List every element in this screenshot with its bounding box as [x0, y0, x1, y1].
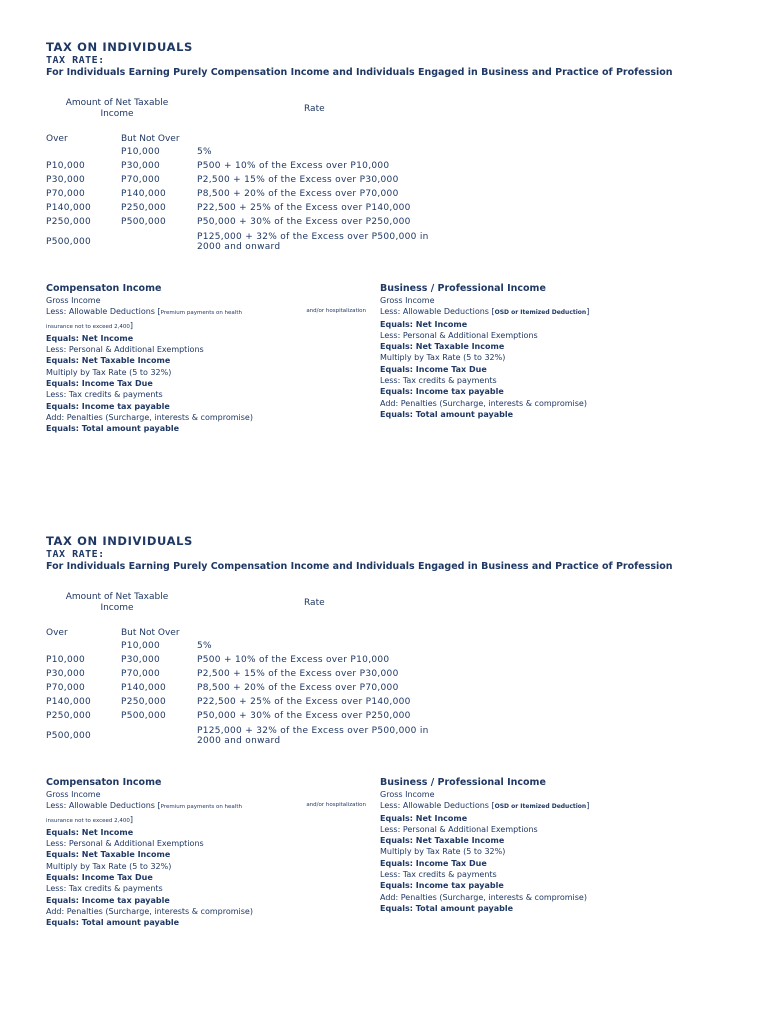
- rate-cell: P22,500 + 25% of the Excess over P140,000: [197, 697, 411, 707]
- not-over-cell: P500,000: [121, 217, 167, 227]
- deductions-close: ]: [129, 814, 134, 824]
- table-row: [0, 147, 768, 161]
- not-over-cell: P140,000: [121, 189, 167, 199]
- gross-income-label: Gross Income: [46, 790, 101, 799]
- not-over-cell: P500,000: [121, 711, 167, 721]
- step-line: Equals: Net Income: [46, 827, 134, 837]
- over-cell: P70,000: [46, 683, 86, 693]
- deductions-line: [46, 800, 366, 813]
- step-line: Less: Personal & Additional Exemptions: [46, 839, 204, 849]
- deductions-note: OSD or Itemized Deduction: [494, 309, 587, 317]
- step-line: Multiply by Tax Rate (5 to 32%): [380, 847, 506, 857]
- header-amount: Amount of Net Taxable Income: [65, 592, 169, 613]
- step-line: Less: Personal & Additional Exemptions: [46, 345, 204, 355]
- rate-cell: P125,000 + 32% of the Excess over P500,000 in 2000 and onward: [197, 232, 429, 252]
- step-line: Add: Penalties (Surcharge, interests & compromise): [380, 892, 587, 902]
- step-line: Multiply by Tax Rate (5 to 32%): [380, 353, 506, 363]
- over-cell: P70,000: [46, 189, 86, 199]
- gross-income-label: Gross Income: [46, 296, 101, 305]
- rate-cell: P50,000 + 30% of the Excess over P250,000: [197, 711, 411, 721]
- section-title: TAX ON INDIVIDUALS: [46, 534, 193, 548]
- section-subtitle: TAX RATE:: [46, 55, 105, 66]
- rate-cell: P2,500 + 15% of the Excess over P30,000: [197, 175, 399, 185]
- section-title: TAX ON INDIVIDUALS: [46, 40, 193, 54]
- business-heading: Business / Professional Income: [380, 283, 546, 294]
- rate-cell: 5%: [197, 147, 212, 157]
- section-subtitle: TAX RATE:: [46, 549, 105, 560]
- column-not-over: But Not Over: [121, 628, 180, 638]
- step-line: Equals: Total amount payable: [46, 424, 180, 434]
- column-over: Over: [46, 628, 68, 638]
- not-over-cell: P140,000: [121, 683, 167, 693]
- step-line: Less: Tax credits & payments: [380, 376, 497, 386]
- rate-cell: 5%: [197, 641, 212, 651]
- not-over-cell: P70,000: [121, 669, 161, 679]
- step-line: Add: Penalties (Surcharge, interests & compromise): [46, 412, 253, 422]
- gross-income-label: Gross Income: [380, 296, 435, 305]
- over-cell: P30,000: [46, 175, 86, 185]
- table-row: [0, 669, 768, 683]
- step-line: Multiply by Tax Rate (5 to 32%): [46, 367, 172, 377]
- not-over-cell: P10,000: [121, 147, 161, 157]
- table-row: [0, 697, 768, 711]
- over-cell: P140,000: [46, 203, 92, 213]
- rate-cell: P500 + 10% of the Excess over P10,000: [197, 161, 390, 171]
- step-line: Multiply by Tax Rate (5 to 32%): [46, 861, 172, 871]
- step-line: Equals: Income tax payable: [46, 895, 170, 905]
- business-steps: [380, 813, 720, 915]
- deductions-note-cont: and/or hospitalization: [306, 308, 366, 315]
- business-steps: [380, 319, 720, 421]
- business-income-block: [380, 776, 720, 914]
- deductions-note: OSD or Itemized Deduction: [494, 803, 587, 811]
- deductions-note: Premium payments on health: [160, 804, 242, 811]
- rate-cell: P125,000 + 32% of the Excess over P500,000 in 2000 and onward: [197, 726, 429, 746]
- deductions-note-cont: and/or hospitalization: [306, 802, 366, 809]
- step-line: Less: Tax credits & payments: [46, 390, 163, 400]
- over-cell: P10,000: [46, 161, 86, 171]
- header-amount: Amount of Net Taxable Income: [65, 98, 169, 119]
- table-row: [0, 217, 768, 231]
- table-row: [0, 655, 768, 669]
- rate-cell: P8,500 + 20% of the Excess over P70,000: [197, 189, 399, 199]
- deductions-note-limit: insurance not to exceed 2,400: [46, 323, 130, 330]
- step-line: Equals: Net Taxable Income: [46, 356, 171, 366]
- deductions-close: ]: [586, 307, 590, 317]
- step-line: Equals: Income tax payable: [380, 881, 504, 891]
- table-row: [0, 175, 768, 189]
- deductions-close: ]: [129, 320, 134, 330]
- table-row: [0, 683, 768, 697]
- deductions-line: [380, 800, 720, 812]
- not-over-cell: P250,000: [121, 203, 167, 213]
- deductions-line: [46, 306, 366, 319]
- deductions-label: Less: Allowable Deductions [: [380, 801, 495, 811]
- compensation-income-block: [46, 776, 366, 929]
- business-income-block: [380, 282, 720, 420]
- over-cell: P500,000: [46, 237, 92, 247]
- over-cell: P30,000: [46, 669, 86, 679]
- not-over-cell: P250,000: [121, 697, 167, 707]
- deductions-line: [380, 306, 720, 318]
- step-line: Equals: Net Income: [46, 333, 134, 343]
- deductions-note-limit: insurance not to exceed 2,400: [46, 817, 130, 824]
- table-row: [0, 189, 768, 203]
- step-line: Less: Tax credits & payments: [380, 870, 497, 880]
- rate-cell: P8,500 + 20% of the Excess over P70,000: [197, 683, 399, 693]
- step-line: Equals: Net Income: [380, 813, 468, 823]
- step-line: Less: Personal & Additional Exemptions: [380, 330, 538, 340]
- over-cell: P250,000: [46, 711, 92, 721]
- rate-cell: P22,500 + 25% of the Excess over P140,000: [197, 203, 411, 213]
- not-over-cell: P30,000: [121, 161, 161, 171]
- column-over: Over: [46, 134, 68, 144]
- compensation-steps: [46, 827, 366, 929]
- table-row: [0, 641, 768, 655]
- deductions-label: Less: Allowable Deductions [: [46, 307, 161, 317]
- step-line: Equals: Income Tax Due: [380, 858, 487, 868]
- table-row: [0, 232, 768, 252]
- step-line: Equals: Net Income: [380, 319, 468, 329]
- step-line: Equals: Total amount payable: [380, 903, 514, 913]
- over-cell: P250,000: [46, 217, 92, 227]
- step-line: Equals: Income Tax Due: [380, 364, 487, 374]
- header-rate: Rate: [304, 104, 325, 114]
- deductions-label: Less: Allowable Deductions [: [46, 801, 161, 811]
- not-over-cell: P70,000: [121, 175, 161, 185]
- rate-cell: P2,500 + 15% of the Excess over P30,000: [197, 669, 399, 679]
- deductions-label: Less: Allowable Deductions [: [380, 307, 495, 317]
- compensation-steps: [46, 333, 366, 435]
- gross-income-label: Gross Income: [380, 790, 435, 799]
- step-line: Equals: Total amount payable: [380, 409, 514, 419]
- compensation-heading: Compensaton Income: [46, 283, 162, 294]
- table-row: [0, 726, 768, 746]
- table-row: [0, 203, 768, 217]
- step-line: Equals: Net Taxable Income: [46, 850, 171, 860]
- step-line: Equals: Income tax payable: [46, 401, 170, 411]
- column-not-over: But Not Over: [121, 134, 180, 144]
- not-over-cell: P10,000: [121, 641, 161, 651]
- business-heading: Business / Professional Income: [380, 777, 546, 788]
- header-rate: Rate: [304, 598, 325, 608]
- step-line: Equals: Total amount payable: [46, 918, 180, 928]
- compensation-income-block: [46, 282, 366, 435]
- not-over-cell: P30,000: [121, 655, 161, 665]
- rate-cell: P50,000 + 30% of the Excess over P250,000: [197, 217, 411, 227]
- step-line: Add: Penalties (Surcharge, interests & compromise): [380, 398, 587, 408]
- deductions-note: Premium payments on health: [160, 310, 242, 317]
- step-line: Add: Penalties (Surcharge, interests & compromise): [46, 906, 253, 916]
- tax-section: [0, 0, 768, 440]
- step-line: Equals: Net Taxable Income: [380, 836, 505, 846]
- tax-section: [0, 494, 768, 934]
- over-cell: P500,000: [46, 731, 92, 741]
- table-row: [0, 711, 768, 725]
- step-line: Less: Personal & Additional Exemptions: [380, 824, 538, 834]
- step-line: Equals: Income Tax Due: [46, 379, 153, 389]
- deductions-close: ]: [586, 801, 590, 811]
- step-line: Less: Tax credits & payments: [46, 884, 163, 894]
- step-line: Equals: Income tax payable: [380, 387, 504, 397]
- compensation-heading: Compensaton Income: [46, 777, 162, 788]
- over-cell: P140,000: [46, 697, 92, 707]
- section-description: For Individuals Earning Purely Compensation Income and Individuals Engaged in Business and Practice of Profession: [46, 561, 673, 572]
- step-line: Equals: Income Tax Due: [46, 873, 153, 883]
- step-line: Equals: Net Taxable Income: [380, 342, 505, 352]
- section-description: For Individuals Earning Purely Compensation Income and Individuals Engaged in Business and Practice of Profession: [46, 67, 673, 78]
- rate-cell: P500 + 10% of the Excess over P10,000: [197, 655, 390, 665]
- table-row: [0, 161, 768, 175]
- over-cell: P10,000: [46, 655, 86, 665]
